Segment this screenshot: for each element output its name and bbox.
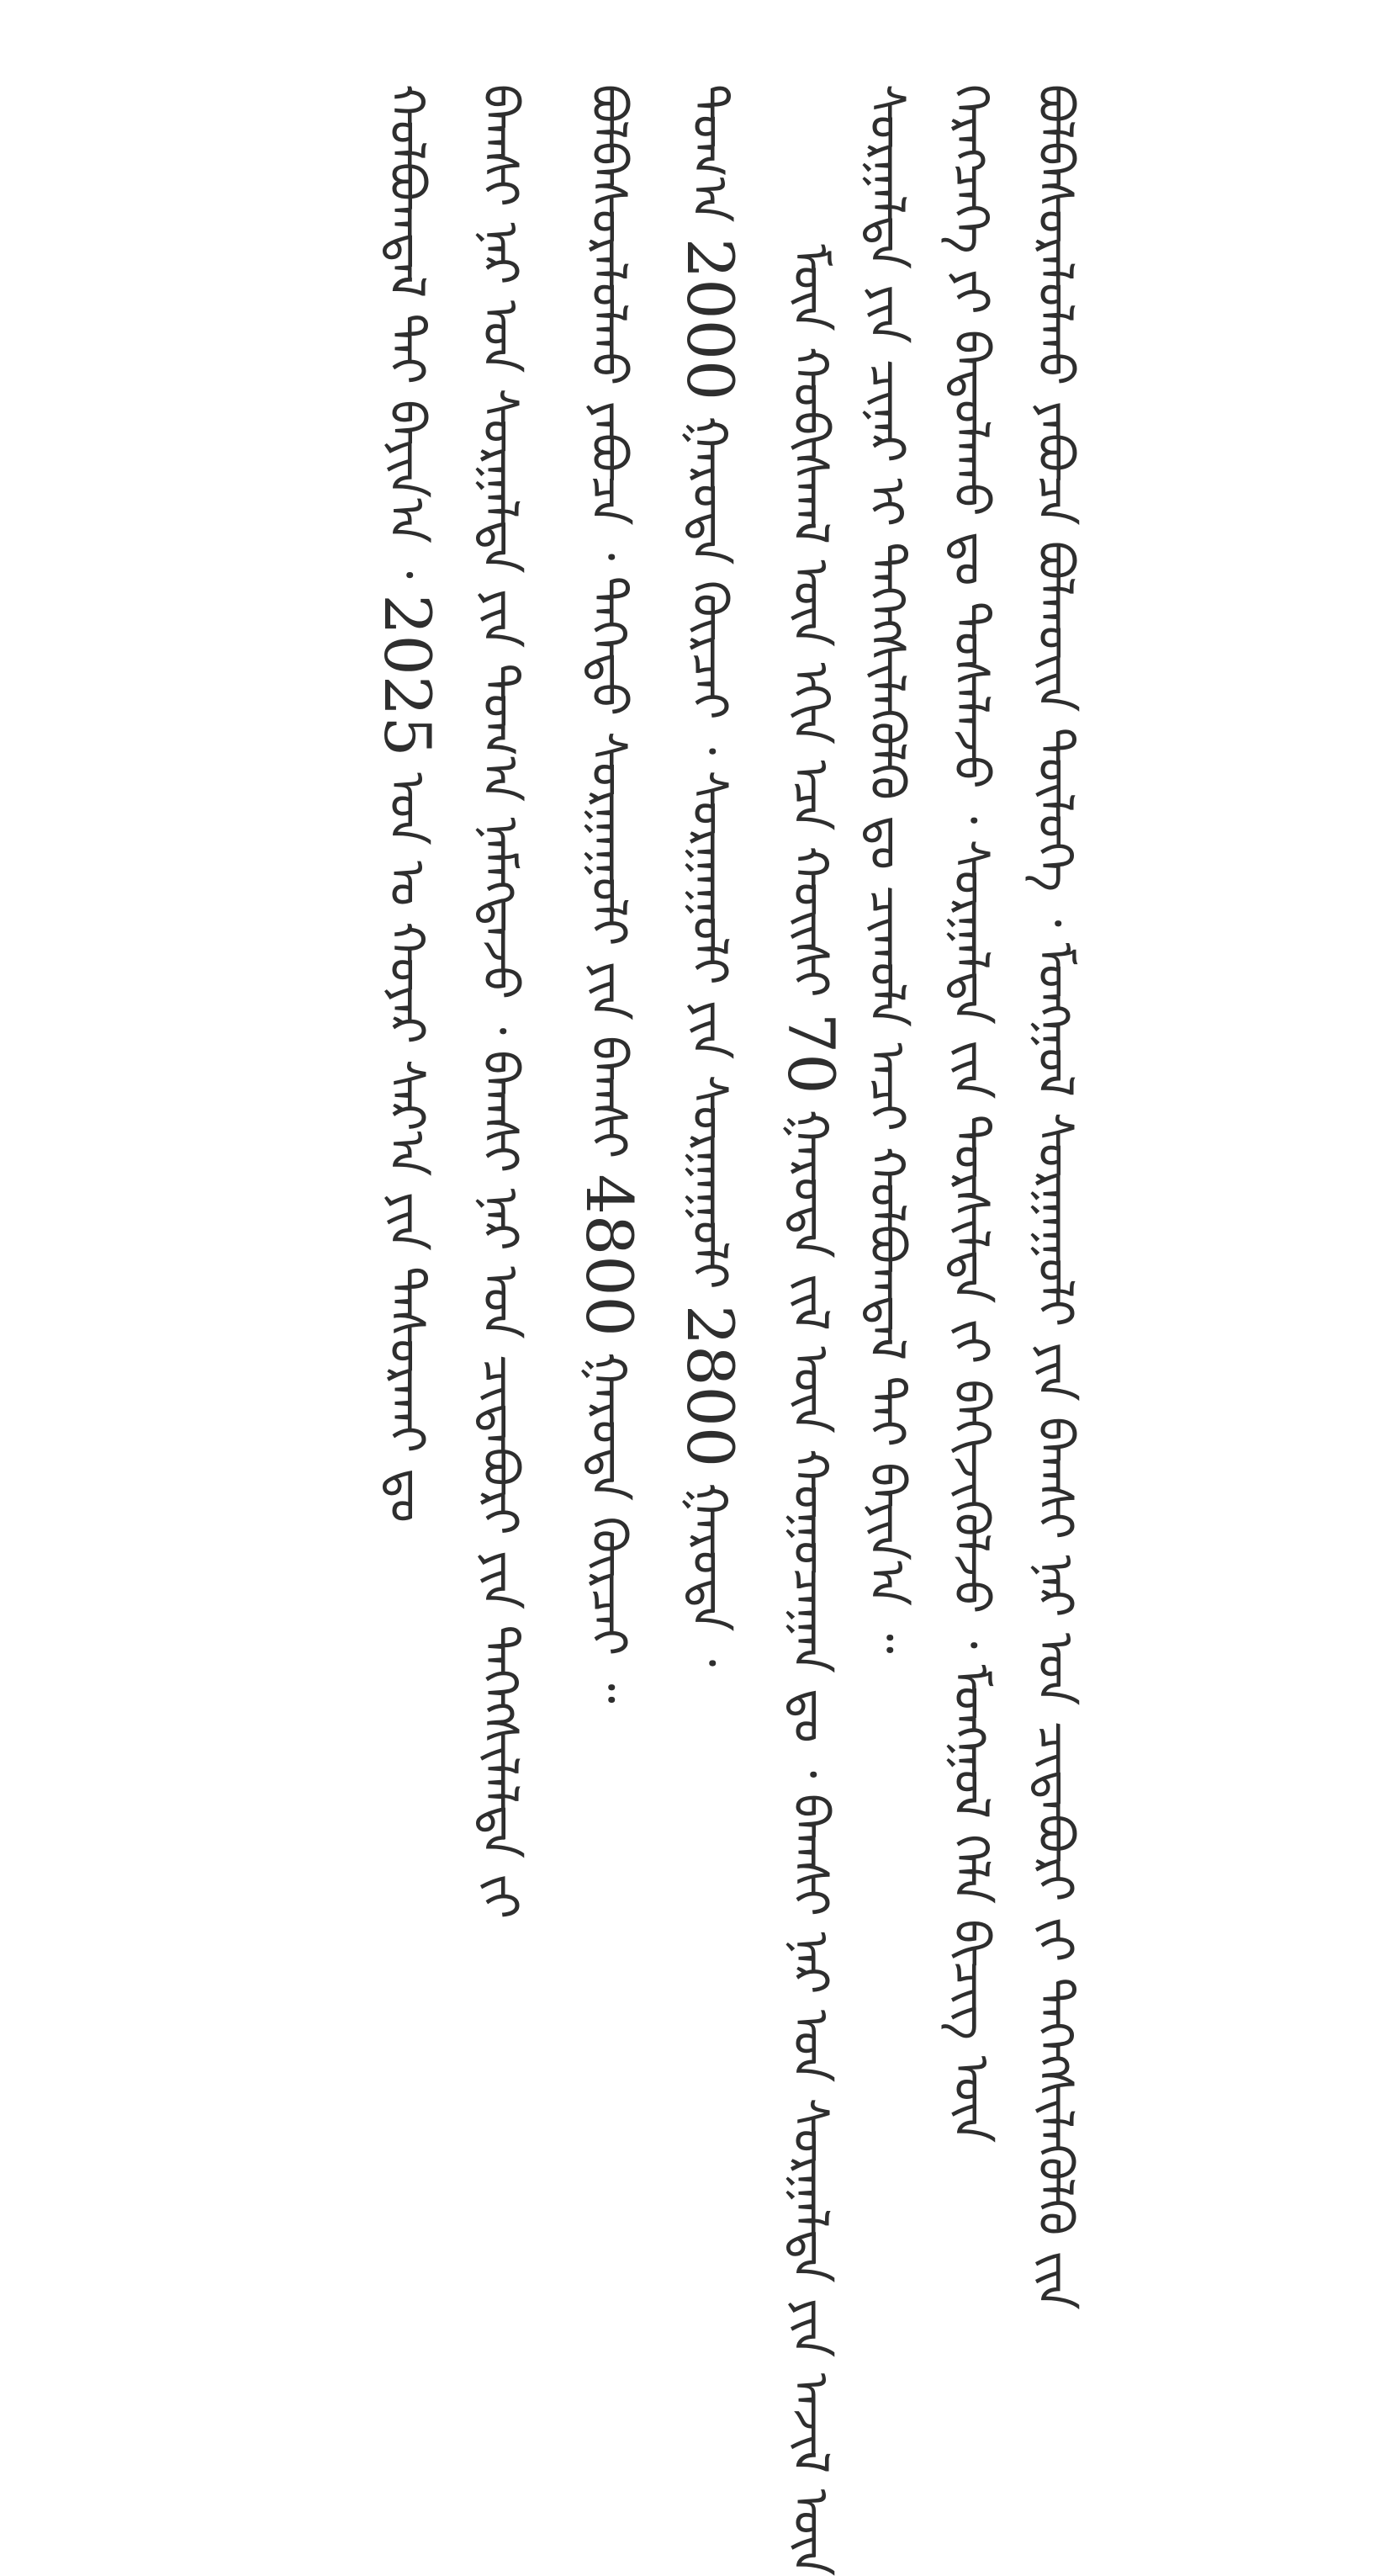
line-segment: ᠪᠣᠯᠪᠠᠰᠤᠷᠠᠯᠤᠯᠬᠤ ᠶᠠᠪᠤᠴᠠ ᠪᠣᠯᠬᠤᠶ᠋ᠢᠨ ᠲᠥᠯᠥᠭᠡ ᠂ ᠮᠣᠩᠭᠤᠯ ᠰᠤᠷᠭᠠᠭᠤᠯᠢ ᠶᠢᠨ ᠪᠠᠭᠰᠢ ᠨᠠᠷ ᠤᠨ ᠴᠢᠳᠠᠪᠤᠷᠢ ᠶ᠋ᠢ ᠳᠡᠭᠡᠭᠰᠢᠯᠡᠭᠦᠯᠬᠦ ᠶ᠋ᠢᠨ xyxy=(1027,84,1084,2310)
number-value: 70 xyxy=(774,1012,849,1095)
text-line xyxy=(1027,84,1084,2310)
line-segment: ᠪᠣᠯᠪᠠᠰᠤᠷᠠᠯᠤᠯᠬᠤ ᠶᠠᠪᠤᠴᠠ ᠂ ᠳᠡᠭᠡᠳᠦ ᠰᠤᠷᠭᠠᠭᠤᠯᠢ ᠶᠢᠨ ᠪᠠᠭᠰᠢ xyxy=(580,84,637,1174)
text-line xyxy=(943,84,1000,2144)
number-value: 2000 xyxy=(673,237,748,401)
line-segment: ᠮᠥᠨ ᠬᠤᠪᠢᠰᠬᠠᠯ ᠦᠨ ᠡᠬᠢᠨ ᠡᠴᠡ ᠬᠣᠢᠰᠢ xyxy=(782,244,839,1013)
text-line xyxy=(572,84,647,1704)
line-segment: ᠬᠣᠯᠪᠣᠭᠳᠠᠯ ᠲᠠᠢ ᠪᠠᠶᠢᠨ᠎ᠠ ᠂ xyxy=(378,84,436,595)
text-line xyxy=(472,84,529,1919)
line-segment: ᠭᠠᠷᠤᠳᠠ ᠬᠦᠷᠴᠡᠢ ᠂ ᠰᠤᠷᠭᠠᠭᠤᠯᠢ ᠶᠢᠨ ᠰᠤᠷᠭᠠᠭᠤᠯᠢ xyxy=(681,400,738,1305)
line-segment: ᠣᠨ ᠤ ᠬᠣᠶᠠᠷ ᠰᠠᠷ᠎ᠠ ᠶᠢᠨ ᠲᠠᠰᠤᠷᠬᠠᠢ ᠳᠤ xyxy=(378,756,436,1523)
line-segment: ᠭᠠᠷᠤᠳᠠ ᠂ xyxy=(681,1467,738,1667)
line-segment: ᠲᠣᠭ᠎ᠠ xyxy=(681,84,738,238)
line-segment: ᠭᠠᠷᠤᠳᠠ ᠵᠢᠯ ᠦᠨ ᠬᠤᠭᠤᠴᠠᠭᠠᠨ ᠳᠤ ᠂ ᠪᠠᠭᠰᠢ ᠨᠠᠷ ᠤᠨ ᠰᠤᠷᠭᠠᠯᠲᠠ ᠶᠢᠨ ᠠᠵᠢᠯ ᠦᠨ xyxy=(782,1094,839,2576)
line-segment: ᠭᠠᠷᠤᠳᠠ ᠬᠦᠷᠴᠡᠢ ᠃ xyxy=(580,1336,637,1704)
number-value: 4800 xyxy=(572,1174,647,1337)
line-segment: ᠬᠡᠷᠡᠭᠴᠡᠭᠡ ᠶᠢ ᠪᠠᠲᠤᠯᠠᠬᠤ ᠳᠤ ᠲᠤᠰᠠᠯᠠᠵᠤ ᠂ ᠰᠤᠷᠭᠠᠯᠲᠠ ᠶ᠋ᠢᠨ ᠲᠤᠷᠰᠢᠯᠲᠠ ᠶ᠋ᠢ ᠪᠡᠬᠢᠵᠢᠭᠦᠯᠵᠦ ᠂ ᠮᠣᠩᠭᠤᠯ ᠬᠡᠯᠡ ᠪᠢᠴᠢᠭ ᠦᠨ xyxy=(943,84,1000,2144)
line-segment: ᠪᠠᠭᠰᠢ ᠨᠠᠷ ᠤᠨ ᠰᠤᠷᠭᠠᠯᠲᠠ ᠶᠢᠨ ᠲᠣᠭ᠎ᠠ ᠨᠡᠮᠡᠭᠳᠡᠵᠦ ᠂ ᠪᠠᠭᠰᠢ ᠨᠠᠷ ᠤᠨ ᠴᠢᠳᠠᠪᠤᠷᠢ ᠶᠢᠨ ᠳᠡᠭᠡᠭᠰᠢᠯᠡᠯᠲᠡ ᠶ᠋ᠢ xyxy=(472,84,529,1919)
text-line xyxy=(370,84,445,1523)
text-line xyxy=(859,84,916,1654)
line-segment: ᠰᠤᠷᠭᠠᠯᠲᠠ ᠶᠢᠨ ᠴᠢᠨᠠᠷ ᠢ ᠳᠡᠭᠡᠭᠰᠢᠯᠡᠭᠦᠯᠬᠦ ᠳᠤ ᠴᠢᠬᠤᠯᠠ ᠠᠴᠢ ᠬᠣᠯᠪᠣᠭᠳᠠᠯ ᠲᠠᠢ ᠪᠠᠶᠢᠨ᠎ᠠ ᠃ xyxy=(859,84,916,1654)
text-line xyxy=(673,84,748,1667)
number-value: 2025 xyxy=(370,594,445,757)
number-value: 2800 xyxy=(673,1304,748,1468)
text-line xyxy=(774,244,849,2576)
